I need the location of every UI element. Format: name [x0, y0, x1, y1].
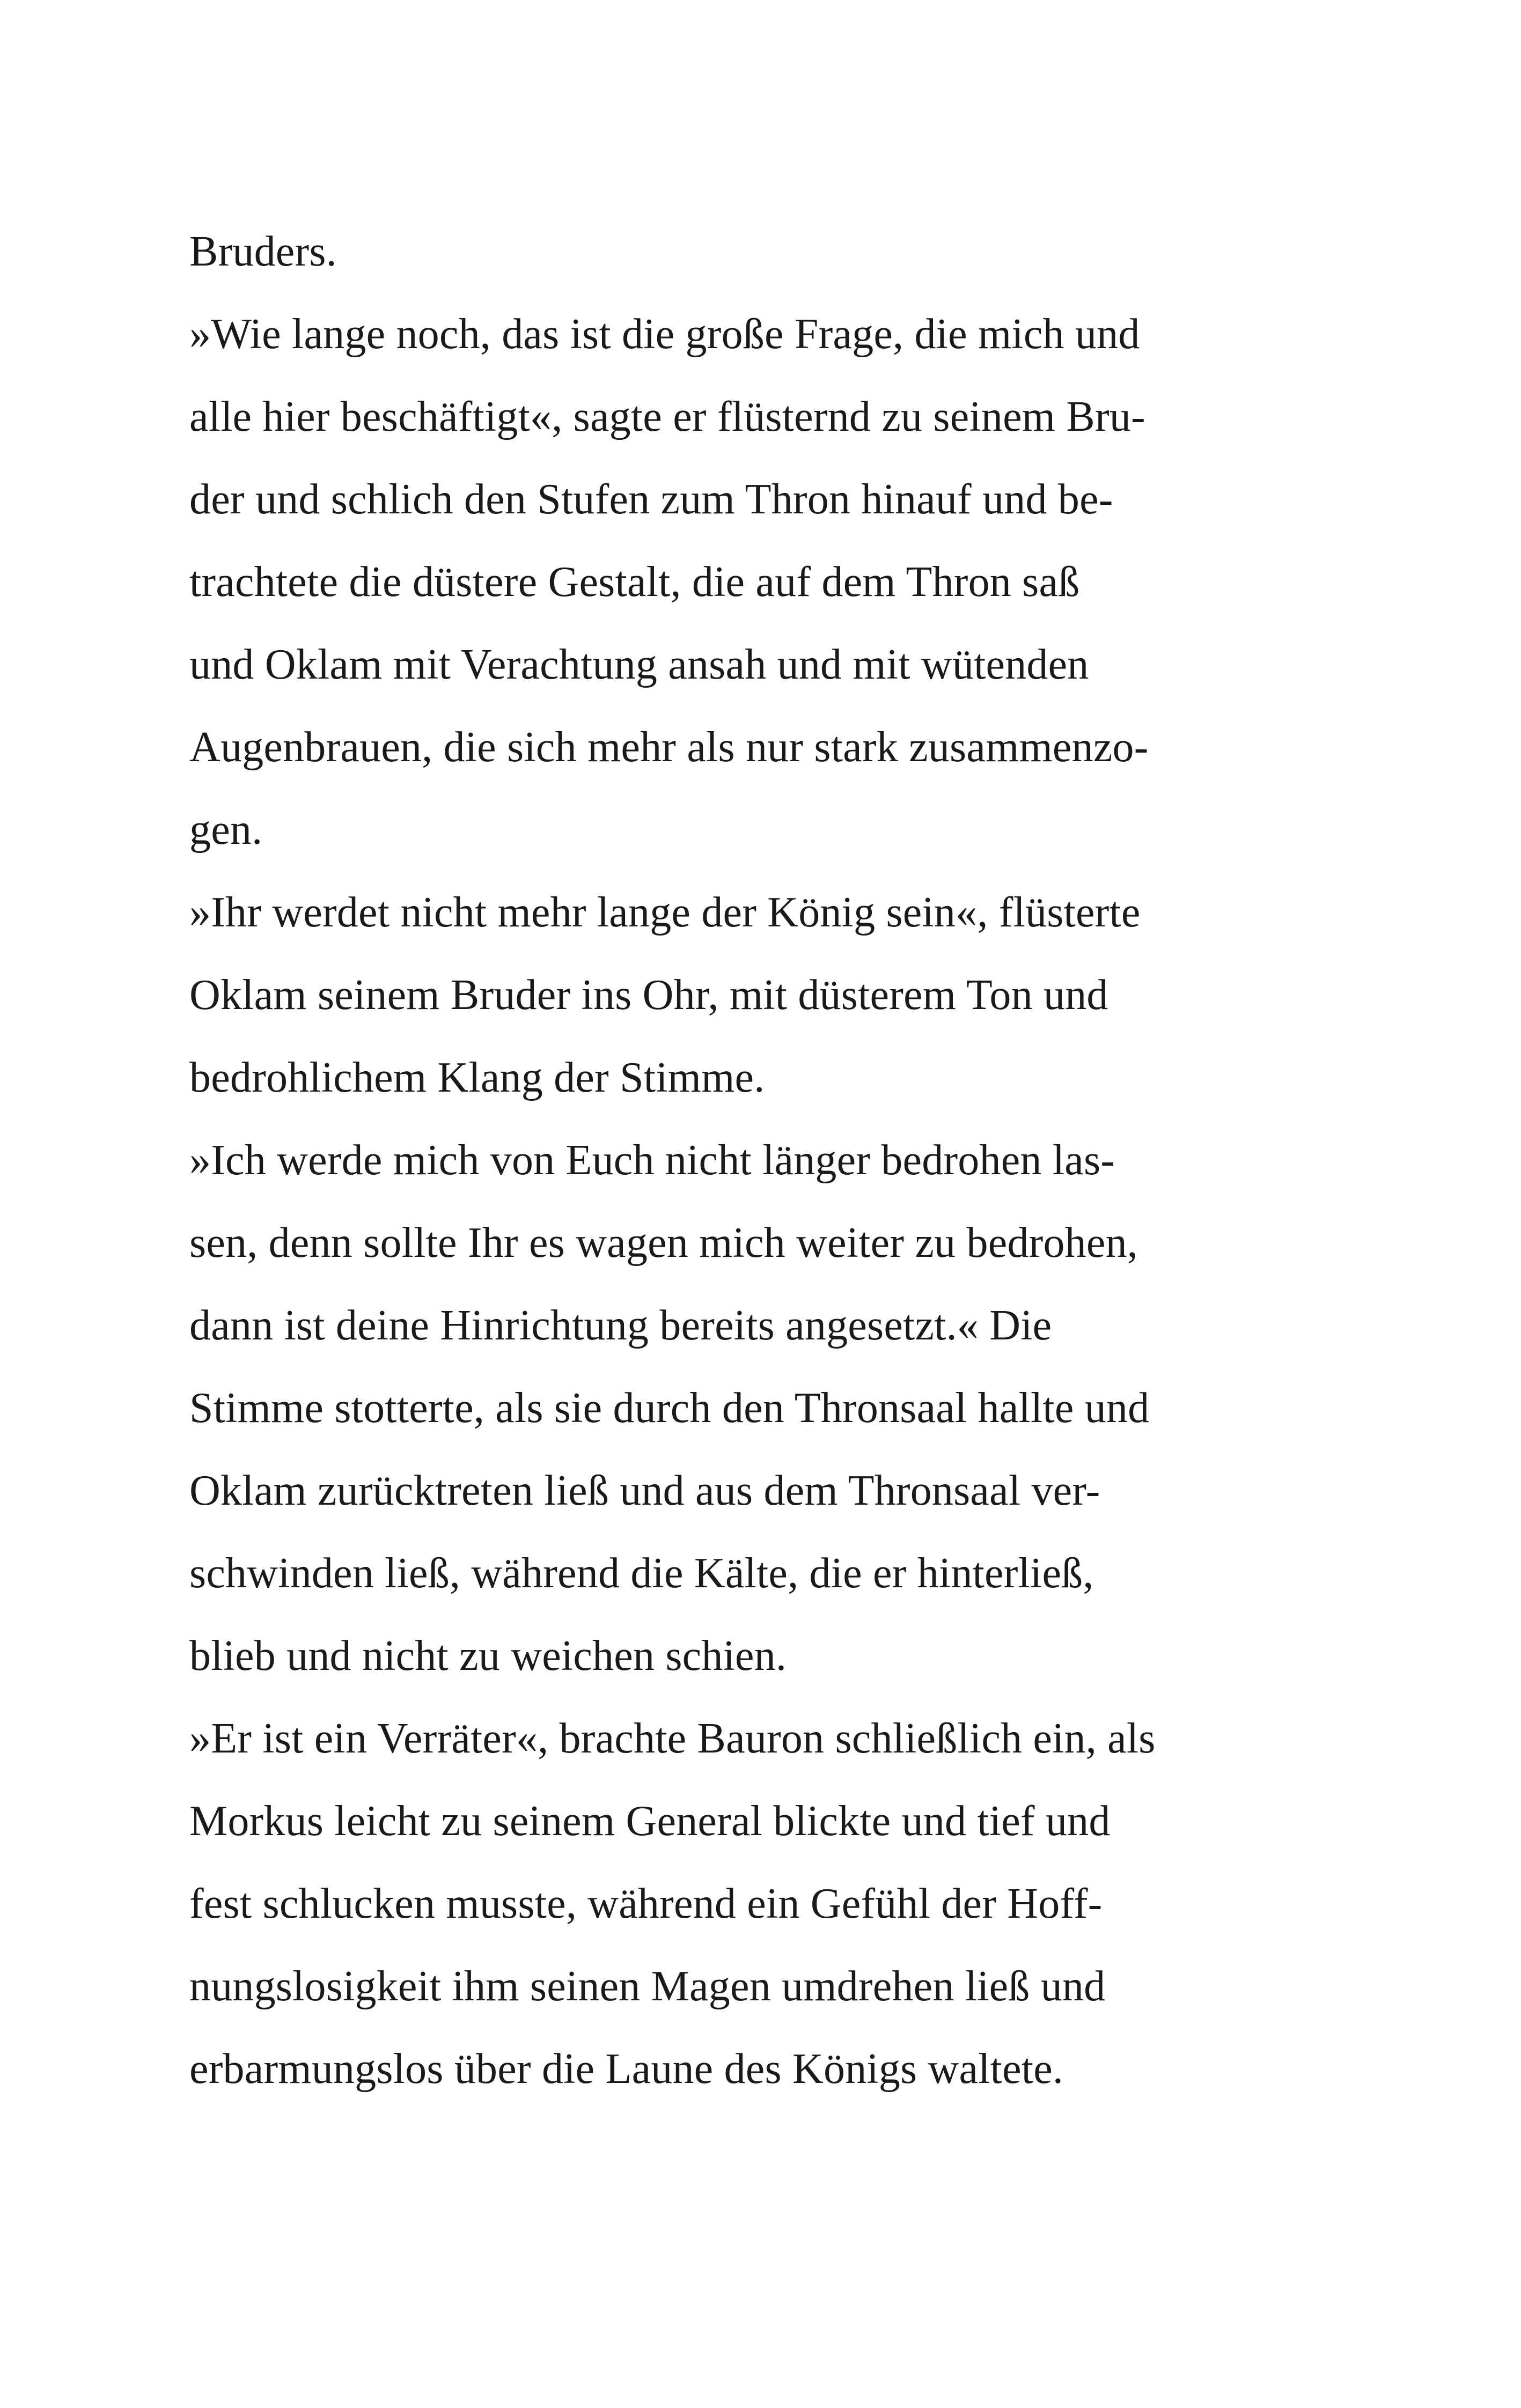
text-line: der und schlich den Stufen zum Thron hinauf und be-: [189, 476, 1113, 523]
text-line: trachtete die düstere Gestalt, die auf dem Thron saß: [189, 558, 1080, 606]
text-line: erbarmungslos über die Laune des Königs waltete.: [189, 2045, 1064, 2093]
text-line: alle hier beschäftigt«, sagte er flüsternd zu seinem Bru-: [189, 393, 1145, 440]
text-line: Stimme stotterte, als sie durch den Thronsaal hallte und: [189, 1385, 1150, 1432]
text-line: Augenbrauen, die sich mehr als nur stark zusammenzo-: [189, 724, 1149, 771]
text-line: sen, denn sollte Ihr es wagen mich weiter zu bedrohen,: [189, 1219, 1138, 1266]
text-line: »Ihr werdet nicht mehr lange der König sein«, flüsterte: [189, 889, 1141, 936]
text-line: Morkus leicht zu seinem General blickte und tief und: [189, 1798, 1111, 1845]
text-line: gen.: [189, 806, 263, 853]
text-line: »Wie lange noch, das ist die große Frage, die mich und: [189, 311, 1140, 358]
body-text: [189, 210, 1343, 2110]
text-line: fest schlucken musste, während ein Gefühl der Hoff-: [189, 1880, 1103, 1927]
text-line: Bruders.: [189, 228, 337, 275]
text-line: Oklam zurücktreten ließ und aus dem Thronsaal ver-: [189, 1467, 1100, 1514]
text-line: blieb und nicht zu weichen schien.: [189, 1632, 787, 1680]
text-line: »Ich werde mich von Euch nicht länger bedrohen las-: [189, 1137, 1115, 1184]
text-line: schwinden ließ, während die Kälte, die er hinterließ,: [189, 1550, 1094, 1597]
text-line: und Oklam mit Verachtung ansah und mit wütenden: [189, 641, 1089, 688]
text-line: »Er ist ein Verräter«, brachte Bauron schließlich ein, als: [189, 1715, 1156, 1762]
text-line: Oklam seinem Bruder ins Ohr, mit düsterem Ton und: [189, 971, 1108, 1019]
text-line: dann ist deine Hinrichtung bereits angesetzt.« Die: [189, 1302, 1052, 1349]
text-line: nungslosigkeit ihm seinen Magen umdrehen ließ und: [189, 1963, 1106, 2010]
text-line: bedrohlichem Klang der Stimme.: [189, 1054, 765, 1101]
